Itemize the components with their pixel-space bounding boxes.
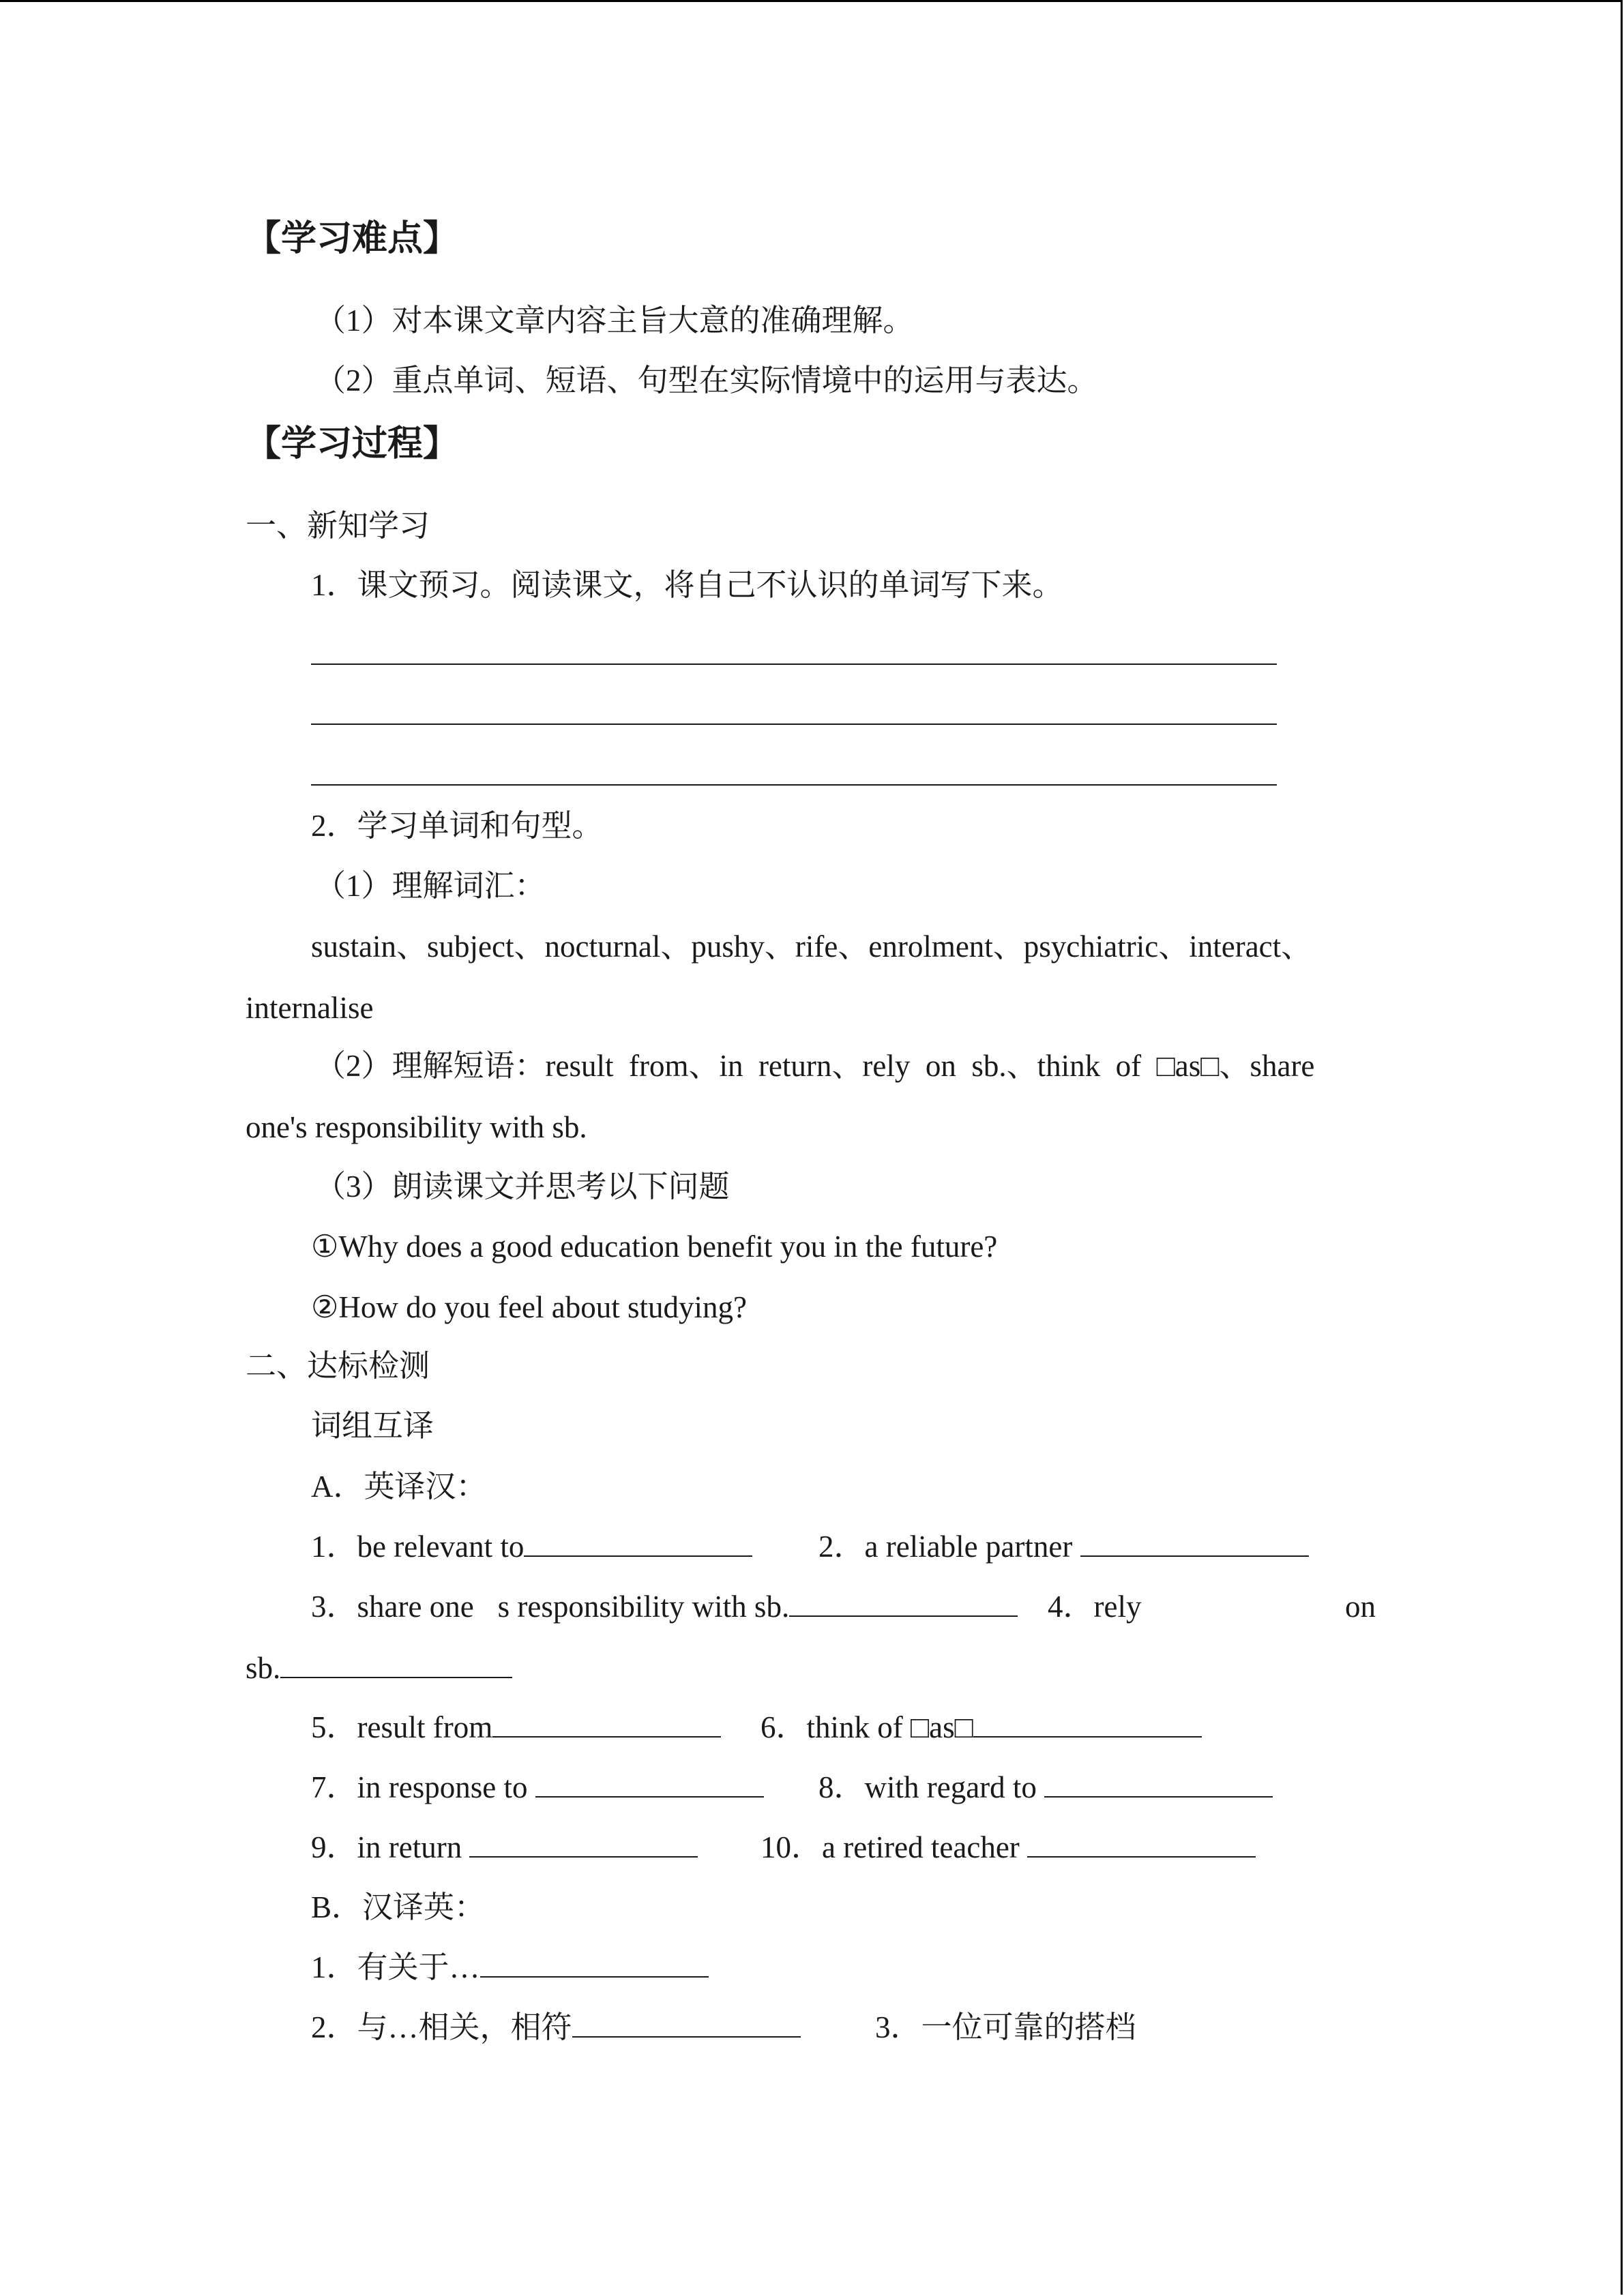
item-a10: 10．a retired teacher (761, 1828, 1256, 1867)
blank-a7[interactable] (535, 1769, 764, 1798)
item-a6: 6．think of □as□ (761, 1708, 1202, 1747)
part2-title: 二、达标检测 (246, 1349, 430, 1383)
process-heading: 【学习过程】 (246, 423, 459, 464)
item-b2: 2．与…相关，相符 (311, 2008, 801, 2047)
blank-a4[interactable] (280, 1650, 512, 1678)
item-a1: 1．be relevant to (311, 1527, 752, 1566)
blank-a10[interactable] (1027, 1829, 1256, 1858)
question-2: ②How do you feel about studying? (311, 1290, 747, 1324)
blank-a2[interactable] (1080, 1528, 1309, 1557)
item-a4-cont: sb. (246, 1648, 512, 1688)
difficulty-item-2: （2）重点单词、短语、句型在实际情境中的运用与表达。 (315, 363, 1098, 398)
answer-line-2[interactable] (311, 724, 1277, 725)
question-1: ①Why does a good education benefit you in the future? (311, 1229, 998, 1264)
blank-a1[interactable] (524, 1528, 752, 1557)
answer-line-3[interactable] (311, 784, 1277, 786)
item-a7: 7．in response to (311, 1768, 764, 1807)
vocab-line-2: internalise (246, 991, 374, 1025)
task2-text: 2．学习单词和句型。 (311, 809, 603, 843)
blank-a8[interactable] (1044, 1769, 1273, 1798)
item-b1: 1．有关于… (311, 1948, 709, 1987)
phrases-line-2: one's responsibility with sb. (246, 1110, 587, 1144)
item-a4-on: on (1345, 1590, 1376, 1624)
item-a5: 5．result from (311, 1708, 721, 1747)
item-a3: 3．share one s responsibility with sb. (311, 1587, 1018, 1626)
task1-text: 1．课文预习。阅读课文，将自己不认识的单词写下来。 (311, 568, 1063, 602)
difficulties-heading: 【学习难点】 (246, 218, 459, 259)
section-a-label: A．英译汉： (311, 1470, 487, 1504)
part1-title: 一、新知学习 (246, 509, 430, 543)
item-a4: 4．rely (1048, 1590, 1142, 1624)
blank-a6[interactable] (973, 1709, 1202, 1738)
blank-a3[interactable] (789, 1588, 1018, 1617)
reading-task: （3）朗读课文并思考以下问题 (315, 1169, 730, 1204)
part2-subtitle: 词组互译 (311, 1409, 434, 1443)
difficulty-item-1: （1）对本课文章内容主旨大意的准确理解。 (315, 303, 914, 338)
phrases-line-1: （2）理解短语：result from、in return、rely on sb.、think of □as□、share (315, 1049, 1315, 1083)
item-a2: 2．a reliable partner (818, 1527, 1309, 1566)
item-a8: 8．with regard to (818, 1768, 1273, 1807)
blank-b1[interactable] (480, 1949, 709, 1978)
item-a9: 9．in return (311, 1828, 698, 1867)
item-b3: 3．一位可靠的搭档 (875, 2010, 1136, 2044)
section-b-label: B．汉译英： (311, 1890, 486, 1924)
blank-b2[interactable] (572, 2009, 801, 2038)
blank-a9[interactable] (469, 1829, 698, 1858)
vocab-line-1: sustain、subject、nocturnal、pushy、rife、enrolment、psychiatric、interact、 (311, 929, 1312, 964)
answer-line-1[interactable] (311, 664, 1277, 665)
blank-a5[interactable] (492, 1709, 721, 1738)
vocab-label: （1）理解词汇： (315, 869, 546, 903)
